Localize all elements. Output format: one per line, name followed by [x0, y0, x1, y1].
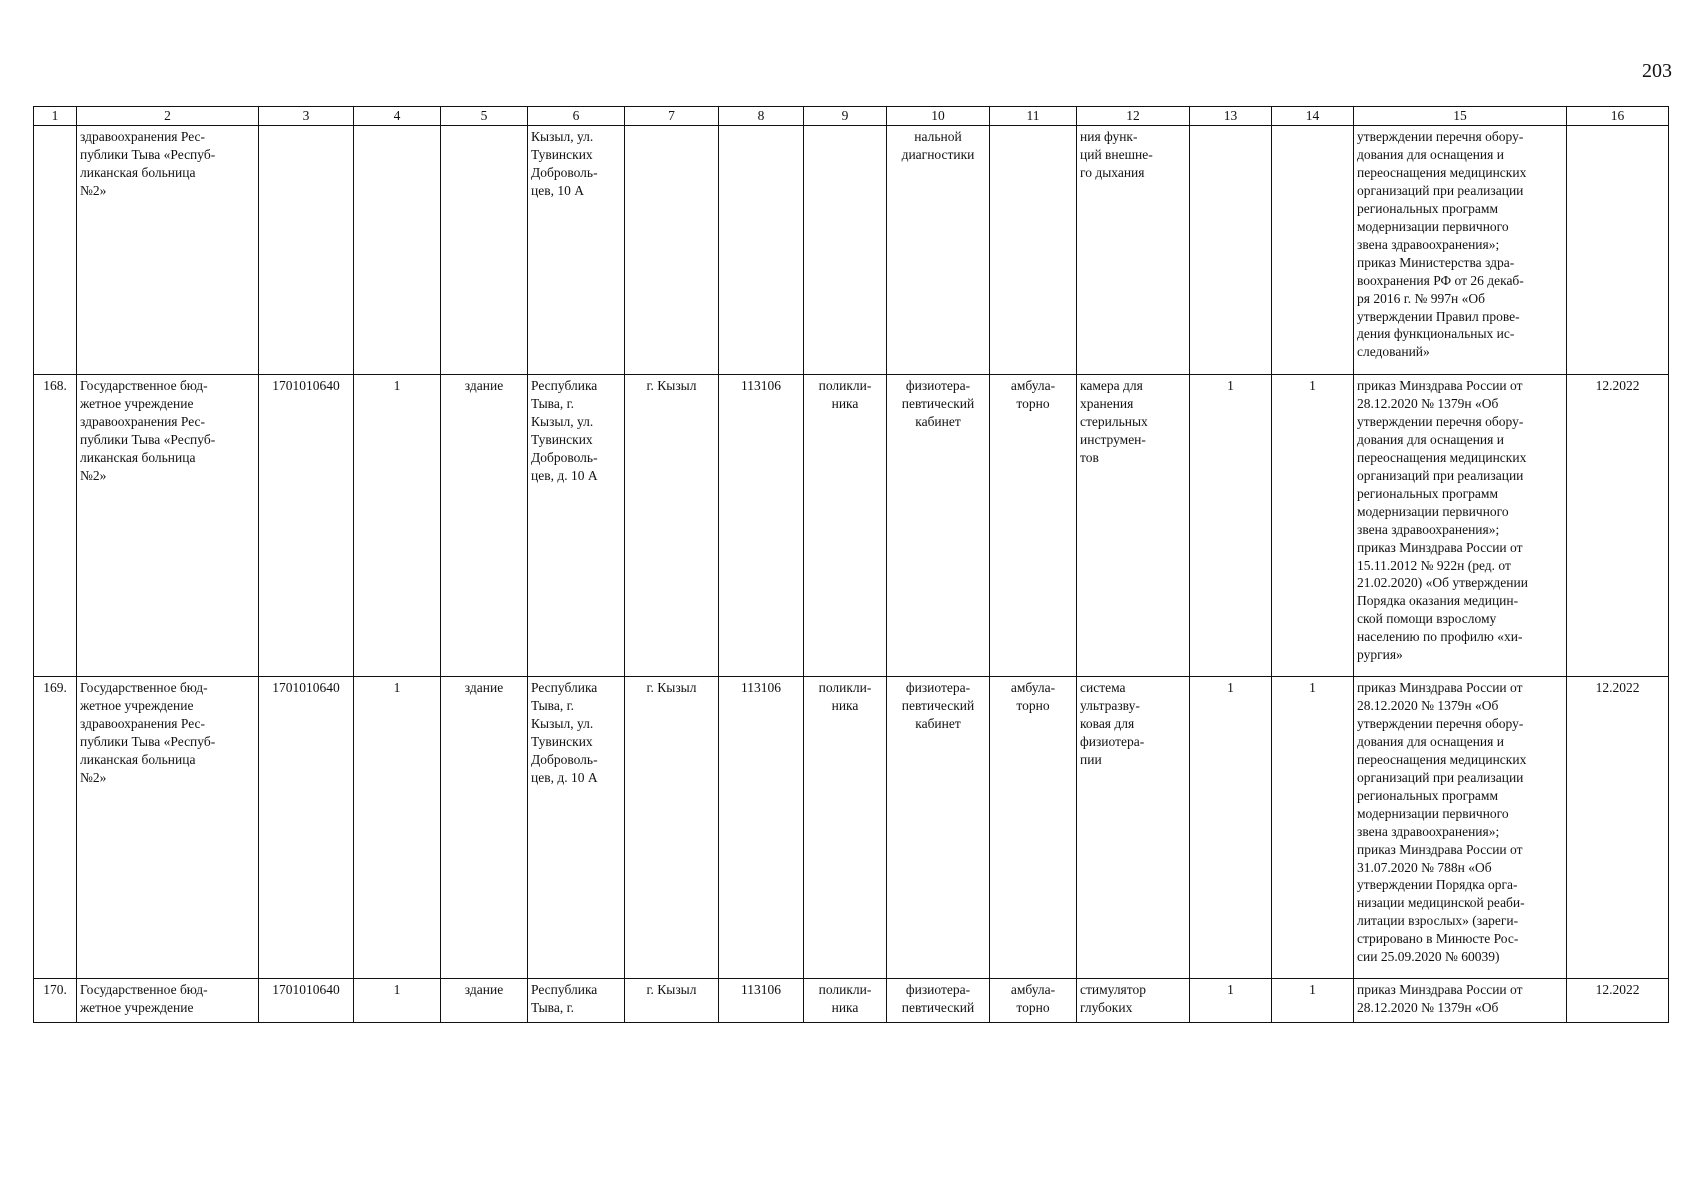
cell-city: г. Кызыл — [625, 677, 719, 979]
cell-basis: утверждении перечня обору- дования для оснащения и переоснащения медицинских организаций при реализации региональных программ модернизации первичного звена здравоохранения»; приказ Министерства здра- воохранения РФ от 26 декаб- ря 2016 г. № 997н «Об утверждении Правил прове- дения функциональных ис- следований» — [1354, 126, 1567, 375]
column-header: 9 — [804, 107, 887, 126]
column-header: 3 — [259, 107, 354, 126]
cell-address: Республика Тыва, г. Кызыл, ул. Тувинских Доброволь- цев, д. 10 А — [528, 677, 625, 979]
cell-date: 12.2022 — [1567, 677, 1669, 979]
column-header: 1 — [34, 107, 77, 126]
column-header: 10 — [887, 107, 990, 126]
cell-type: здание — [441, 677, 528, 979]
cell-col14: 1 — [1272, 677, 1354, 979]
cell-type — [441, 126, 528, 375]
cell-code: 113106 — [719, 677, 804, 979]
cell-code — [719, 126, 804, 375]
column-header: 11 — [990, 107, 1077, 126]
cell-inn — [259, 126, 354, 375]
cell-unit: поликли- ника — [804, 375, 887, 677]
column-header: 15 — [1354, 107, 1567, 126]
column-header: 6 — [528, 107, 625, 126]
cell-number — [34, 126, 77, 375]
cell-room: физиотера- певтический кабинет — [887, 677, 990, 979]
cell-unit: поликли- ника — [804, 677, 887, 979]
cell-date: 12.2022 — [1567, 979, 1669, 1023]
cell-equipment: система ультразву- ковая для физиотера- пии — [1077, 677, 1190, 979]
cell-date — [1567, 126, 1669, 375]
cell-number: 170. — [34, 979, 77, 1023]
cell-code: 113106 — [719, 979, 804, 1023]
column-header: 4 — [354, 107, 441, 126]
cell-city — [625, 126, 719, 375]
cell-code: 113106 — [719, 375, 804, 677]
cell-mode — [990, 126, 1077, 375]
cell-col14: 1 — [1272, 375, 1354, 677]
cell-number: 168. — [34, 375, 77, 677]
table-row-continuation — [34, 126, 1669, 375]
cell-type: здание — [441, 375, 528, 677]
cell-mode: амбула- торно — [990, 375, 1077, 677]
cell-basis: приказ Минздрава России от 28.12.2020 № 1379н «Об утверждении перечня обору- дования для оснащения и переоснащения медицинских организаций при реализации региональных программ модернизации первичного звена здравоохранения»; приказ Минздрава России от 31.07.2020 № 788н «Об утверждении Порядка орга- низации медицинской реаби- литации взрослых» (зареги- стрировано в Минюсте Рос- сии 25.09.2020 № 60039) — [1354, 677, 1567, 979]
column-header: 14 — [1272, 107, 1354, 126]
cell-city: г. Кызыл — [625, 375, 719, 677]
page-number: 203 — [1642, 60, 1672, 82]
cell-mode: амбула- торно — [990, 979, 1077, 1023]
cell-organization: здравоохранения Рес- публики Тыва «Респуб- ликанская больница №2» — [77, 126, 259, 375]
cell-col13: 1 — [1190, 375, 1272, 677]
column-header: 5 — [441, 107, 528, 126]
cell-number: 169. — [34, 677, 77, 979]
cell-organization: Государственное бюд- жетное учреждение здравоохранения Рес- публики Тыва «Респуб- ликанская больница №2» — [77, 375, 259, 677]
column-header: 16 — [1567, 107, 1669, 126]
cell-inn: 1701010640 — [259, 979, 354, 1023]
column-header: 12 — [1077, 107, 1190, 126]
cell-unit — [804, 126, 887, 375]
cell-quantity: 1 — [354, 677, 441, 979]
cell-address: Республика Тыва, г. — [528, 979, 625, 1023]
table-row — [34, 677, 1669, 979]
cell-inn: 1701010640 — [259, 375, 354, 677]
cell-address: Кызыл, ул. Тувинских Доброволь- цев, 10 А — [528, 126, 625, 375]
cell-equipment: стимулятор глубоких — [1077, 979, 1190, 1023]
cell-city: г. Кызыл — [625, 979, 719, 1023]
cell-equipment: камера для хранения стерильных инструмен- тов — [1077, 375, 1190, 677]
cell-equipment: ния функ- ций внешне- го дыхания — [1077, 126, 1190, 375]
cell-unit: поликли- ника — [804, 979, 887, 1023]
cell-col14: 1 — [1272, 979, 1354, 1023]
column-number-row — [34, 107, 1669, 126]
cell-col13 — [1190, 126, 1272, 375]
cell-mode: амбула- торно — [990, 677, 1077, 979]
cell-quantity: 1 — [354, 979, 441, 1023]
column-header: 8 — [719, 107, 804, 126]
cell-inn: 1701010640 — [259, 677, 354, 979]
table-row — [34, 979, 1669, 1023]
table-row — [34, 375, 1669, 677]
cell-col13: 1 — [1190, 979, 1272, 1023]
cell-address: Республика Тыва, г. Кызыл, ул. Тувинских Доброволь- цев, д. 10 А — [528, 375, 625, 677]
cell-quantity — [354, 126, 441, 375]
cell-quantity: 1 — [354, 375, 441, 677]
column-header: 13 — [1190, 107, 1272, 126]
cell-room: физиотера- певтический кабинет — [887, 375, 990, 677]
column-header: 7 — [625, 107, 719, 126]
cell-room: нальной диагностики — [887, 126, 990, 375]
column-header: 2 — [77, 107, 259, 126]
cell-basis: приказ Минздрава России от 28.12.2020 № 1379н «Об — [1354, 979, 1567, 1023]
cell-organization: Государственное бюд- жетное учреждение — [77, 979, 259, 1023]
register-table — [33, 106, 1669, 1023]
cell-col14 — [1272, 126, 1354, 375]
cell-col13: 1 — [1190, 677, 1272, 979]
cell-basis: приказ Минздрава России от 28.12.2020 № 1379н «Об утверждении перечня обору- дования для оснащения и переоснащения медицинских организаций при реализации региональных программ модернизации первичного звена здравоохранения»; приказ Минздрава России от 15.11.2012 № 922н (ред. от 21.02.2020) «Об утверждении Порядка оказания медицин- ской помощи взрослому населению по профилю «хи- рургия» — [1354, 375, 1567, 677]
cell-room: физиотера- певтический — [887, 979, 990, 1023]
cell-date: 12.2022 — [1567, 375, 1669, 677]
cell-organization: Государственное бюд- жетное учреждение здравоохранения Рес- публики Тыва «Респуб- ликанская больница №2» — [77, 677, 259, 979]
cell-type: здание — [441, 979, 528, 1023]
